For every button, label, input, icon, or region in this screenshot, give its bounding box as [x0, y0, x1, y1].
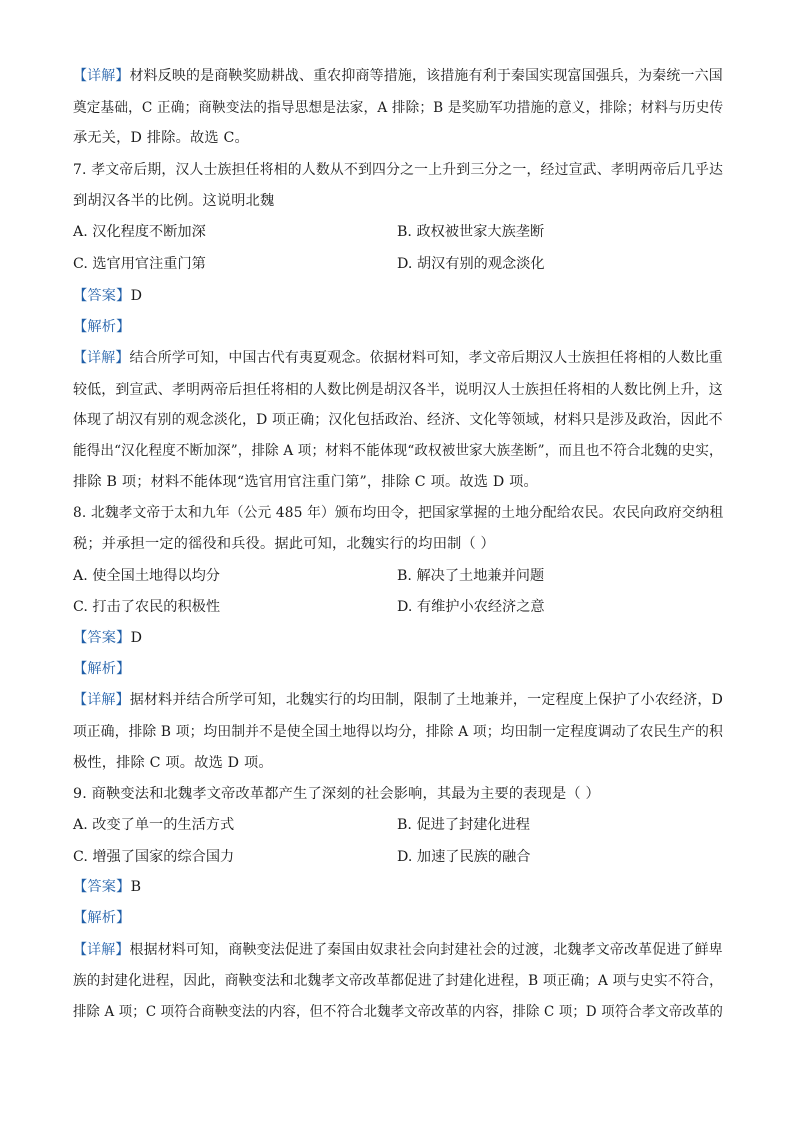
q9-detail-line: 排除 A 项；C 项符合商鞅变法的内容，但不符合北魏孝文帝改革的内容，排除 C 项；D 项符合孝文帝改革的 [73, 1004, 724, 1020]
q9-option-b: B. 促进了封建化进程 [397, 817, 530, 833]
q7-detail-line: 较低，到宣武、孝明两帝后担任将相的人数比例是胡汉各半，说明汉人士族担任将相的人数比例上升，这 [73, 382, 723, 398]
question-7-stem: 到胡汉各半的比例。这说明北魏 [73, 193, 275, 209]
q8-detail-line: 极性，排除 C 项。故选 D 项。 [73, 755, 273, 771]
answer-value: D [130, 288, 143, 304]
detail-tag: 【详解】 [73, 942, 130, 958]
q7-option-a: A. 汉化程度不断加深 [73, 224, 206, 240]
question-8-stem: 税；并承担一定的徭役和兵役。据此可知，北魏实行的均田制（ ） [73, 536, 495, 552]
answer-tag: 【答案】 [73, 630, 131, 646]
detail-tag: 【详解】 [73, 692, 130, 708]
q7-option-c: C. 选官用官注重门第 [73, 256, 206, 272]
q8-option-a: A. 使全国土地得以均分 [73, 568, 220, 584]
answer-value: B [130, 879, 142, 895]
q7-detail-line: 体现了胡汉有别的观念淡化，D 项正确；汉化包括政治、经济、文化等领域，材料只是涉及政治，因此不 [73, 412, 723, 428]
q9-option-a: A. 改变了单一的生活方式 [73, 817, 235, 833]
q7-answer [73, 286, 142, 306]
detail-tag: 【详解】 [73, 350, 130, 366]
answer-value: D [130, 630, 143, 646]
detail-line: 【详解】材料反映的是商鞅奖励耕战、重农抑商等措施，该措施有利于秦国实现富国强兵，为秦统一六国 [73, 68, 723, 84]
q9-analysis-tag: 【解析】 [73, 910, 131, 926]
q8-detail-line: 项正确，排除 B 项；均田制并不是使全国土地得以均分，排除 A 项；均田制一定程度调动了农民生产的积 [73, 724, 723, 740]
question-9-stem: 9. 商鞅变法和北魏孝文帝改革都产生了深刻的社会影响，其最为主要的表现是（ ） [73, 786, 600, 802]
q9-option-c: C. 增强了国家的综合国力 [73, 849, 235, 865]
q7-option-b: B. 政权被世家大族垄断 [397, 224, 545, 240]
q9-detail-line: 族的封建化进程，因此，商鞅变法和北魏孝文帝改革都促进了封建化进程，B 项正确；A 项与史实不符合， [73, 973, 723, 989]
q9-option-d: D. 加速了民族的融合 [397, 849, 531, 865]
q8-option-c: C. 打击了农民的积极性 [73, 599, 221, 615]
q7-analysis-tag: 【解析】 [73, 319, 131, 335]
q8-option-d: D. 有维护小农经济之意 [397, 599, 545, 615]
q7-detail-line: 排除 B 项；材料不能体现“选官用官注重门第”，排除 C 项。故选 D 项。 [73, 474, 538, 490]
answer-tag: 【答案】 [73, 879, 131, 895]
detail-tag: 【详解】 [73, 68, 130, 84]
q7-detail-line: 【详解】结合所学可知，中国古代有夷夏观念。依据材料可知，孝文帝后期汉人士族担任将相的人数比重 [73, 350, 723, 366]
answer-tag: 【答案】 [73, 288, 131, 304]
question-8-stem: 8. 北魏孝文帝于太和九年（公元 485 年）颁布均田令，把国家掌握的土地分配给农民。农民向政府交纳租 [73, 505, 724, 521]
q9-detail-line: 【详解】根据材料可知，商鞅变法促进了秦国由奴隶社会向封建社会的过渡，北魏孝文帝改革促进了鲜卑 [73, 942, 723, 958]
q7-option-d: D. 胡汉有别的观念淡化 [397, 256, 545, 272]
detail-line: 奠定基础，C 正确；商鞅变法的指导思想是法家，A 排除；B 是奖励军功措施的意义，排除；材料与历史传 [73, 100, 724, 116]
detail-line: 承无关，D 排除。故选 C。 [73, 130, 249, 146]
q9-answer [73, 877, 141, 897]
q7-detail-line: 能得出“汉化程度不断加深”，排除 A 项；材料不能体现“政权被世家大族垄断”，而且也不符合北魏的史实， [73, 443, 723, 459]
q8-analysis-tag: 【解析】 [73, 661, 131, 677]
q8-detail-line: 【详解】据材料并结合所学可知，北魏实行的均田制，限制了土地兼并，一定程度上保护了小农经济，D [73, 692, 724, 708]
q8-option-b: B. 解决了土地兼并问题 [397, 568, 545, 584]
question-7-stem: 7. 孝文帝后期，汉人士族担任将相的人数从不到四分之一上升到三分之一，经过宣武、孝明两帝后几乎达 [73, 162, 724, 178]
q8-answer [73, 628, 142, 648]
